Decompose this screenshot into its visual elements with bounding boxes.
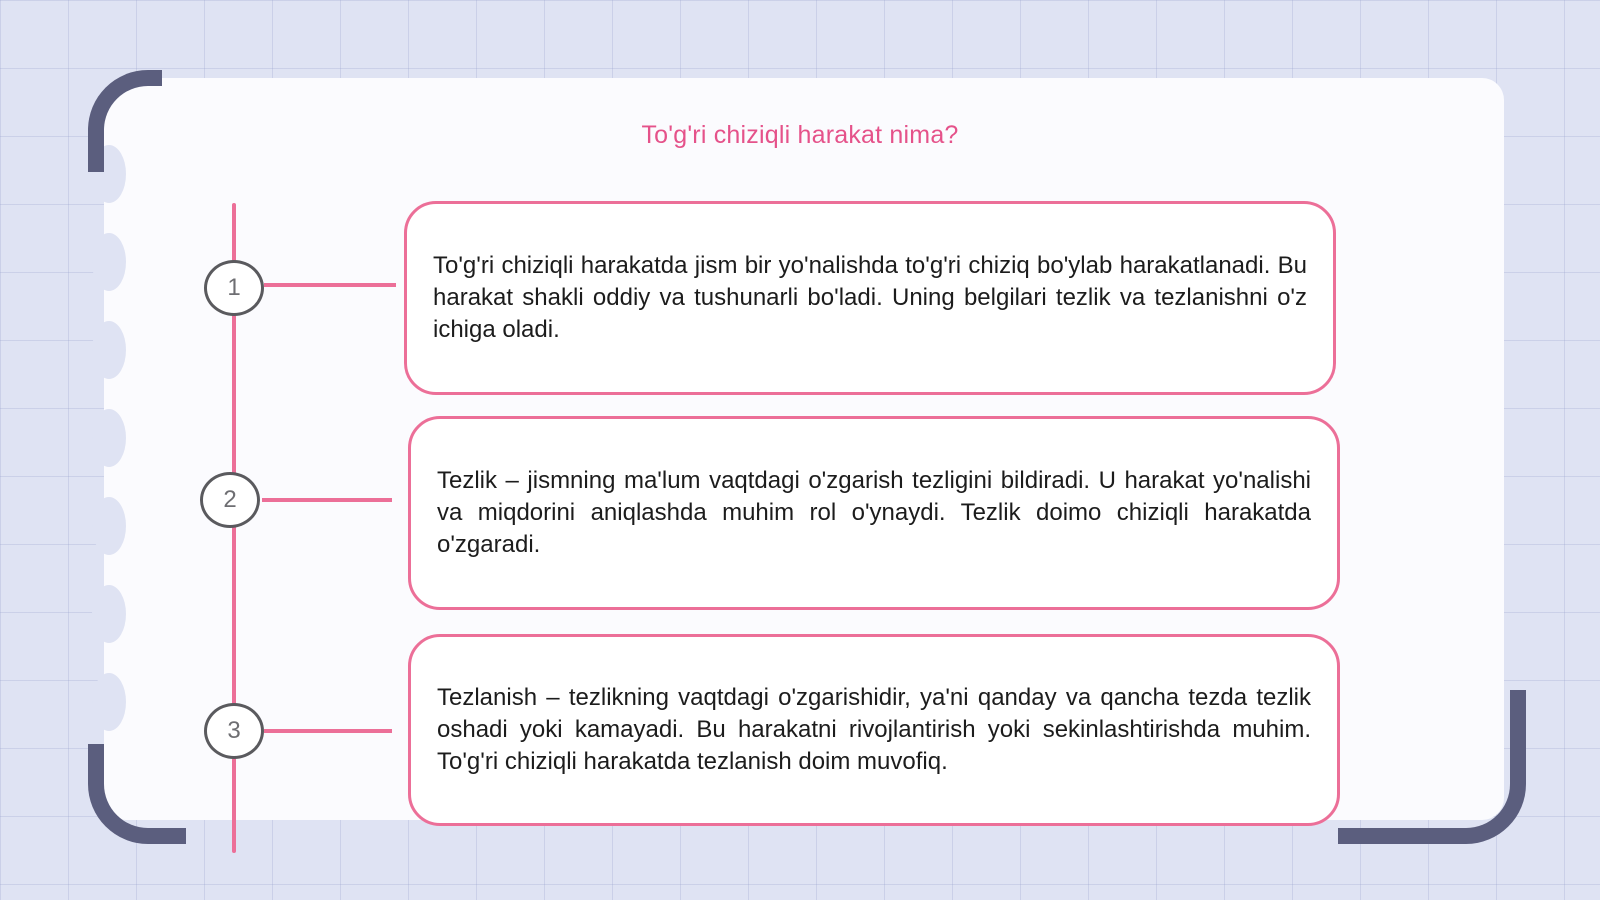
step-text-3: Tezlanish – tezlikning vaqtdagi o'zgarishidir, ya'ni qanday va qancha tezda tezlik oshadi yoki kamayadi. Bu harakatni rivojlantirish yoki sekinlashtirishda muhim. To'g'ri chiziqli harakatda tezlanish doim muvofiq. (437, 684, 1311, 775)
step-number-1: 1 (204, 260, 264, 316)
timeline-connector-1 (264, 283, 396, 287)
notebook-scallop (92, 673, 126, 731)
step-number-2: 2 (200, 472, 260, 528)
step-box-2 (408, 416, 1340, 610)
step-number-3: 3 (204, 703, 264, 759)
step-box-3 (408, 634, 1340, 826)
notebook-scallop (92, 585, 126, 643)
notebook-scallop (92, 321, 126, 379)
timeline-connector-3 (264, 729, 392, 733)
notebook-scallop (92, 497, 126, 555)
step-text-1: To'g'ri chiziqli harakatda jism bir yo'nalishda to'g'ri chiziq bo'ylab harakatlanadi. Bu harakat shakli oddiy va tushunarli bo'ladi. Uning belgilari tezlik va tezlanishni o'z ichiga oladi. (433, 252, 1307, 343)
slide-title: To'g'ri chiziqli harakat nima? (641, 121, 959, 149)
step-box-1 (404, 201, 1336, 395)
timeline-connector-2 (262, 498, 392, 502)
notebook-scallop (92, 233, 126, 291)
corner-bracket-bottom-left (88, 744, 186, 844)
step-text-2: Tezlik – jismning ma'lum vaqtdagi o'zgarish tezligini bildiradi. U harakat yo'nalishi va miqdorini aniqlashda muhim rol o'ynaydi. Tezlik doimo chiziqli harakatda o'zgaradi. (437, 467, 1311, 558)
notebook-scallop (92, 409, 126, 467)
corner-bracket-top-left (88, 70, 162, 172)
corner-bracket-bottom-right (1338, 690, 1526, 844)
